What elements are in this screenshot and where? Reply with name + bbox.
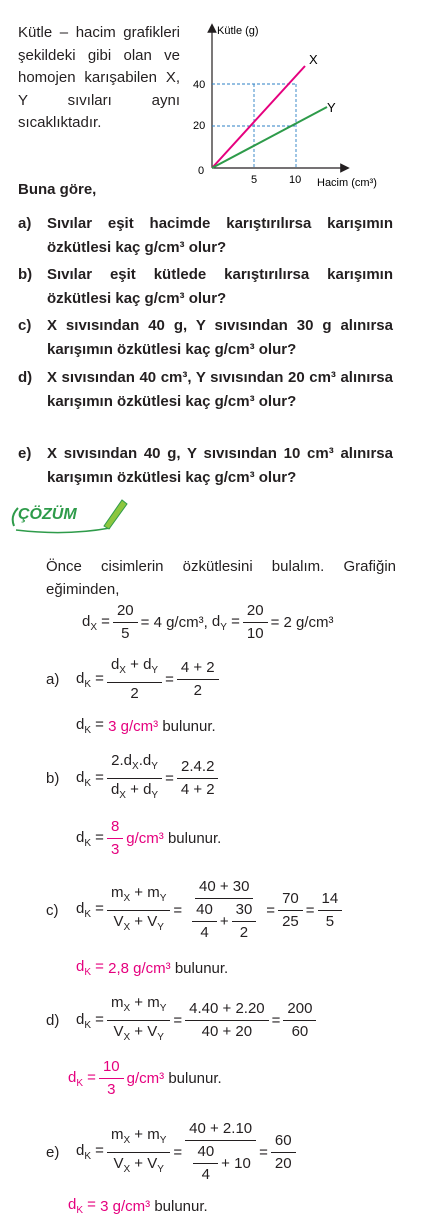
solution-b: b) $d_K$ = $\frac{2.d_X.d_Y}{d_X + d_Y}$ = $\frac{2.4.2}{4 + 2}$ (46, 752, 222, 805)
question-e (18, 442, 393, 490)
result-a: $d_K$ = 3 g/cm³ bulunur. (76, 716, 216, 736)
y-tick-40: 40 (193, 79, 206, 91)
x-tick-10: 10 (289, 174, 302, 186)
x-axis-label: Hacim (cm³) (317, 177, 377, 189)
question-label: b) (18, 266, 33, 283)
question-a (18, 212, 393, 260)
result-e: $d_K$ = 3 g/cm³ bulunur. (68, 1196, 208, 1216)
buna-gore: Buna göre, (18, 181, 97, 198)
question-text: Sıvılar eşit hacimde karıştırılırsa karışımın özkütlesi kaç g/cm³ olur? (47, 215, 393, 256)
series-y-label: Y (327, 100, 336, 115)
solution-title: ÇÖZÜM (18, 506, 77, 523)
question-b (18, 263, 393, 311)
question-text: Sıvılar eşit kütlede karıştırılırsa karışımın özkütlesi kaç g/cm³ olur? (47, 266, 393, 307)
solution-a: a) $d_K$ = $\frac{d_X + d_Y}{2}$ = $\frac{4 + 2}{2}$ (46, 656, 222, 703)
question-text: X sıvısından 40 cm³, Y sıvısından 20 cm³ alınırsa karışımın özkütlesi kaç g/cm³ olur? (47, 369, 393, 410)
y-axis-label: Kütle (g) (217, 25, 259, 37)
result-c: $d_K$ = 2,8 g/cm³ bulunur. (76, 958, 229, 978)
origin-label: 0 (198, 165, 205, 177)
series-y-line (212, 107, 327, 168)
question-c (18, 314, 393, 362)
problem-intro: Kütle – hacim grafikleri şekildeki gibi olan ve homojen karışabilen X, Y sıvıları aynı sıcaklıktadır. (18, 24, 180, 131)
question-label: a) (18, 215, 32, 232)
question-label: d) (18, 369, 33, 386)
question-label: e) (18, 445, 32, 462)
density-line: $d_X$ = $\frac{20}{5}$ = 4 g/cm³, $d_Y$ = $\frac{20}{10}$ = 2 g/cm³ (82, 602, 334, 642)
series-x-label: X (309, 52, 318, 67)
pencil-icon (104, 500, 127, 529)
solution-d: d) $d_K$ = $\frac{m_X + m_Y}{V_X + V_Y}$ = $\frac{4.40 + 2.20}{40 + 20}$ = $\frac{200}{60}$ (46, 994, 319, 1047)
series-x-line (212, 66, 305, 168)
x-tick-5: 5 (251, 174, 258, 186)
question-text: X sıvısından 40 g, Y sıvısından 30 g alınırsa karışımın özkütlesi kaç g/cm³ olur? (47, 317, 393, 358)
solution-e: e) $d_K$ = $\frac{m_X + m_Y}{V_X + V_Y}$ = 40 + 2.10 $\frac{40}{4}$ + 10 = $\frac{60}{20}$ (46, 1120, 299, 1184)
question-d (18, 366, 393, 414)
question-text: X sıvısından 40 g, Y sıvısından 10 cm³ alınırsa karışımın özkütlesi kaç g/cm³ olur? (47, 445, 393, 486)
mass-volume-graph (195, 22, 421, 190)
question-label: c) (18, 317, 32, 334)
result-d: $d_K$ = $\frac{10}{3}$ g/cm³ bulunur. (68, 1058, 222, 1098)
result-b: $d_K$ = $\frac{8}{3}$ g/cm³ bulunur. (76, 818, 222, 858)
solution-c: c) $d_K$ = $\frac{m_X + m_Y}{V_X + V_Y}$ = 40 + 30 $\frac{40}{4}$ + $\frac{30}{2}$ = $\frac{70}{25}$ = $\frac{14}{5}$ (46, 878, 345, 942)
solution-intro: Önce cisimlerin özkütlesini bulalım. Grafiğin eğiminden, (46, 558, 396, 598)
y-tick-20: 20 (193, 120, 206, 132)
